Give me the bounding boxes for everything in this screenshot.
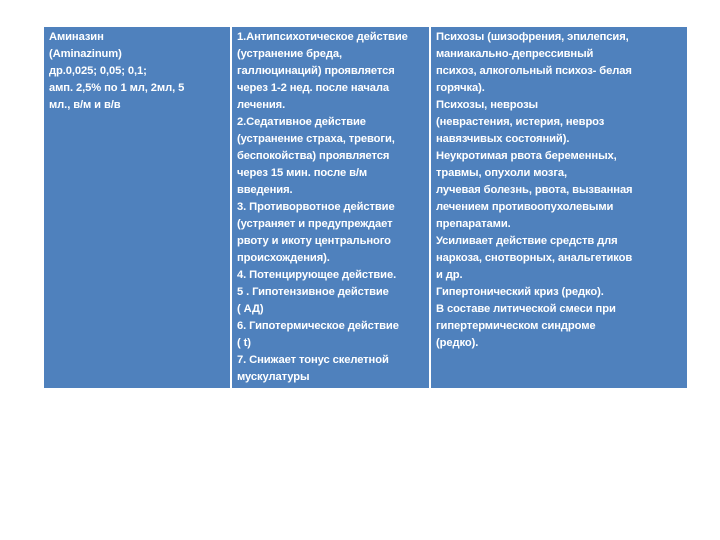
effect-text-line: ( t) [237, 337, 251, 349]
indication-text-line: лучевая болезнь, рвота, вызванная [436, 184, 633, 196]
effect-text-line: 7. Снижает тонус скелетной [237, 354, 389, 366]
indication-text-line: Усиливает действие средств для [436, 235, 618, 247]
effect-text-line: галлюцинаций) проявляется [237, 65, 395, 77]
indication-text-line: и др. [436, 269, 463, 281]
indication-text-line: (редко). [436, 337, 479, 349]
effect-text-line: 1.Антипсихотическое действие [237, 31, 408, 43]
indication-text-line: наркоза, снотворных, анальгетиков [436, 252, 633, 264]
indication-text-line: препаратами. [436, 218, 511, 230]
effect-text-line: 3. Противорвотное действие [237, 201, 395, 213]
effect-text-line: лечения. [237, 99, 286, 111]
effect-text-line: беспокойства) проявляется [237, 150, 390, 162]
drug-info-table [42, 25, 689, 390]
drug-text-line: Аминазин [49, 31, 104, 43]
effect-text-line: ( АД) [237, 303, 264, 315]
indication-text-line: психоз, алкогольный психоз- белая [436, 65, 632, 77]
effect-text-line: (устраняет и предупреждает [237, 218, 393, 230]
indication-text-line: маниакально-депрессивный [436, 48, 594, 60]
indication-text-line: Психозы, неврозы [436, 99, 538, 111]
effect-text-line: (устранение бреда, [237, 48, 342, 60]
drug-name-cell [43, 26, 231, 389]
effect-text-line: 2.Седативное действие [237, 116, 366, 128]
drug-text-line: (Aminazinum) [49, 48, 122, 60]
effect-text-line: введения. [237, 184, 293, 196]
effect-text-line: происхождения). [237, 252, 330, 264]
indication-text-line: Психозы (шизофрения, эпилепсия, [436, 31, 629, 43]
indication-text-line: В составе литической смеси при [436, 303, 616, 315]
drug-text-line: амп. 2,5% по 1 мл, 2мл, 5 [49, 82, 185, 94]
indication-text-line: Гипертонический криз (редко). [436, 286, 604, 298]
effect-text-line: 5 . Гипотензивное действие [237, 286, 389, 298]
effect-text-line: через 1-2 нед. после начала [237, 82, 390, 94]
indication-text-line: (неврастения, истерия, невроз [436, 116, 605, 128]
indication-text-line: гипертермическом синдроме [436, 320, 596, 332]
effect-text-line: 6. Гипотермическое действие [237, 320, 399, 332]
effect-text-line: рвоту и икоту центрального [237, 235, 391, 247]
indication-text-line: Неукротимая рвота беременных, [436, 150, 617, 162]
effect-text-line: 4. Потенцирующее действие. [237, 269, 397, 281]
indication-text-line: навязчивых состояний). [436, 133, 570, 145]
indication-text-line: лечением противоопухолевыми [436, 201, 614, 213]
effects-cell [231, 26, 430, 389]
indication-text-line: горячка). [436, 82, 485, 94]
indication-text-line: травмы, опухоли мозга, [436, 167, 568, 179]
effect-text-line: через 15 мин. после в/м [237, 167, 368, 179]
effect-text-line: мускулатуры [237, 371, 310, 383]
drug-text-line: мл., в/м и в/в [49, 99, 121, 111]
drug-text-line: др.0,025; 0,05; 0,1; [49, 65, 147, 77]
table-row [43, 26, 688, 389]
indications-cell [430, 26, 688, 389]
effect-text-line: (устранение страха, тревоги, [237, 133, 395, 145]
